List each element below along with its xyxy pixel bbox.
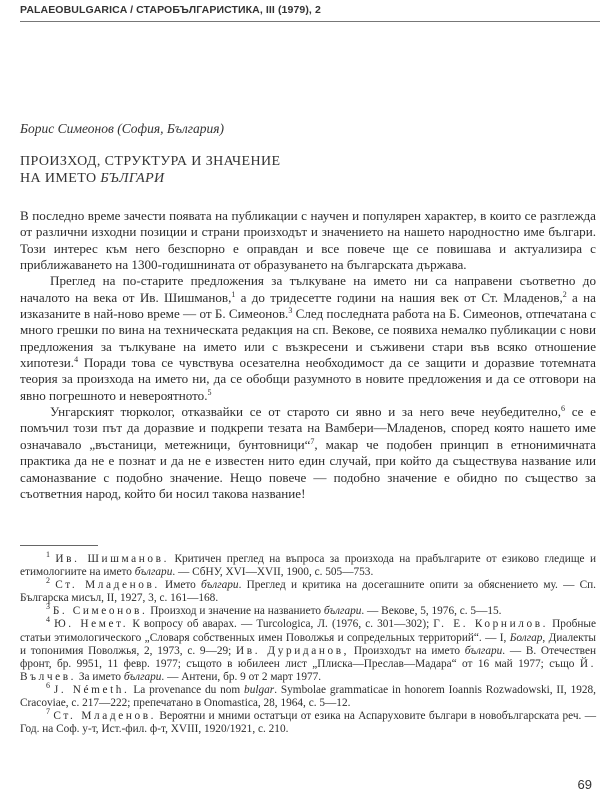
footnote-7: $^7$ Ст. Младенов. Вероятни и мними остатъци от езика на Аспаруховите българи в новобългарската реч. — Год. на Соф. у-т, Ист.-фил. ф-т, XVIII, 1920/1921, с. 210. <box>20 707 597 736</box>
footnote-ref-7[interactable]: 7 <box>310 436 315 446</box>
footnote-author: Б. Симеонов. <box>52 605 148 618</box>
running-head: PALAEOBULGARICA / СТАРОБЪЛГАРИСТИКА, III (1979), 2 <box>20 4 321 16</box>
footnote-author: Ст. Младенов. <box>53 710 157 723</box>
footnotes <box>20 550 597 736</box>
footnote-ref-4[interactable]: 4 <box>74 355 79 365</box>
footnote-author: J. Németh. <box>53 683 130 696</box>
paragraph-2: Преглед на по-старите предложения за тълкуване на името ни са направени съответно до началото на века от Ив. Шишманов,$^1$ а до тридесетте години на нашия век от Ст. Младенов,$^2$ а на изказаните в най-ново време — от Б. Симеонов.$^3$ След последната работа на Б. Симеонов, отпечатана с много грешки по вина на техническата редакция на сп. Векове, се появиха немалко публикации с нови предложения за тълкуване на името или с възкресени и съживени стари във всяко отношение хипотези.$^4$ Поради това се чувствува осезателна необходимост да се защити и доразвие тотемната теория за произхода на името ни, да се обобщи разумното в новите предложения и да се отговори на явно погрешното и невероятното.$^5$ <box>20 273 596 403</box>
paragraph-3: Унгарският тюрколог, отказвайки се от старото си явно и за него вече неубедително,$^6$ се е помъчил този път да доразвие и подкрепи тезата на Вамбери—Младенов, според която нашето име означавало „въстаници, метежници, бунтовници“$^7$, макар че подобен принцип в етнонимичната практика да не е познат и да не е известен нито един случай, при който да съществува название или самоназвание с подобно значение. Нещо повече — подобно значение е обидно по същество за съответния народ, който би носил такова название! <box>20 404 596 501</box>
footnote-author: Ив. Шишманов. <box>55 553 170 565</box>
title-line-2-italic: БЪЛГАРИ <box>100 171 165 186</box>
title-line-2 <box>20 170 280 187</box>
footnote-3: $^3$ Б. Симеонов. Произход и значение на названието българи. — Векове, 5, 1976, с. 5—15. <box>46 602 502 618</box>
page-number: 69 <box>577 777 592 792</box>
footnote-ref-6[interactable]: 6 <box>560 404 565 414</box>
footnote-6: $^6$ J. Németh. La provenance du nom bulgar. Symbolae grammaticae in honorem Ioannis Rozwadowski, II, 1928, Cracoviae, с. 217—222; препечатано в Onomastica, 28, 1964, с. 5—12. <box>20 680 597 710</box>
footnote-1: $^1$ Ив. Шишманов. Критичен преглед на въпроса за произхода на прабългарите от езиково гледище и етимологиите на името българи. — СбНУ, XVI—XVII, 1900, с. 505—753. <box>20 550 596 579</box>
footnote-separator <box>20 545 98 546</box>
footnote-author: Ст. Младенов. <box>55 579 160 592</box>
footnote-ref-5[interactable]: 5 <box>207 387 212 397</box>
footnote-2: $^2$ Ст. Младенов. Името българи. Преглед и критика на досегашните опити за обяснението му. — Сп. Българска мисъл, II, 1927, 3, с. 161—168. <box>20 576 597 605</box>
footnote-ref-1[interactable]: 1 <box>231 289 236 299</box>
footnote-ref-3[interactable]: 3 <box>288 306 293 316</box>
article-author: Борис Симеонов (София, България) <box>20 121 225 136</box>
article-body <box>20 208 596 502</box>
article-title <box>20 153 280 187</box>
header-rule <box>20 21 600 22</box>
title-line-2-plain: НА ИМЕТО <box>20 171 101 186</box>
title-line-1: ПРОИЗХОД, СТРУКТУРА И ЗНАЧЕНИЕ <box>20 154 281 169</box>
footnote-ref-2[interactable]: 2 <box>562 289 567 299</box>
footnote-author: Ю. Немет. <box>54 618 129 631</box>
footnote-4: $^4$ Ю. Немет. К вопросу об аварах. — Turcologica, Л. (1976, с. 301—302); Г. Е. Корнилов. Пробные статьи этимологического „Словаря собственных имен Поволжья и сопредельных территорий“. — I, Болгар, Диалекты и топонимия Поволжья, 2, 1973, с. 9—29; Ив. Дуриданов, Произходът на името българи. — В. Отечествен фронт, бр. 9951, 11 февр. 1977; същото в юбилеен лист „Плиска—Преслав—Мадара“ от 16 май 1977; също Й. Вълчев. За името българи. — Антени, бр. 9 от 2 март 1977. <box>20 615 597 683</box>
paragraph-1: В последно време зачести появата на публикации с научен и популярен характер, в които се разглежда от различни изходни позиции и страни произходът и значението на нашето народностно име българи. Този интерес към него безспорно е оправдан и все повече ще се повишава и актуализира с приближаването на 1300-годишнината от образуването на българската държава. <box>20 208 596 273</box>
